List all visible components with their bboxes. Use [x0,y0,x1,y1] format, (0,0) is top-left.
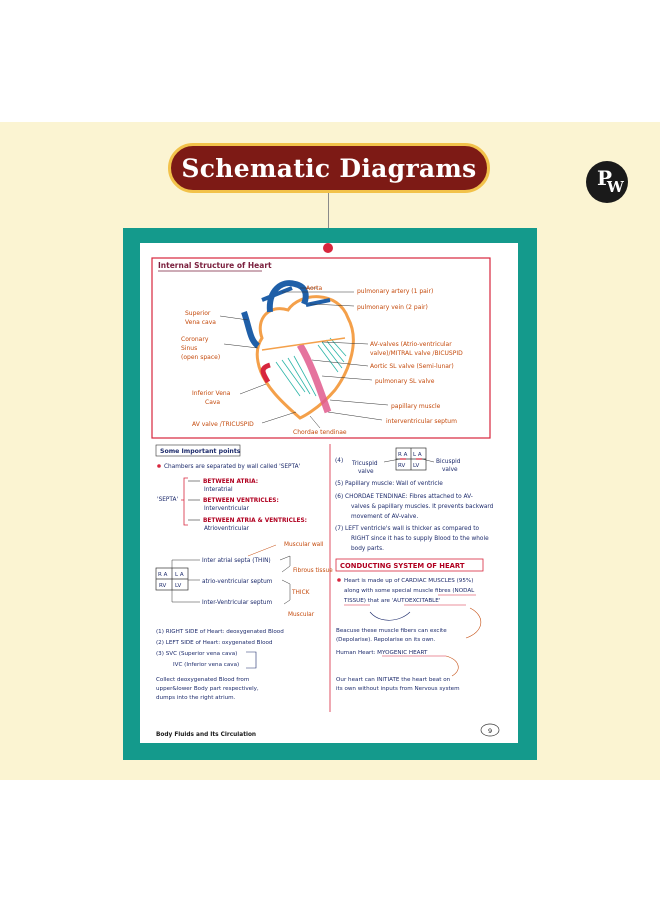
curve-arrow-right [466,608,481,638]
point-7-line-3: body parts. [351,546,384,552]
point-4-number: (4) [335,458,344,464]
because-line-2: (Depolarise). Repolarise on its own. [336,637,436,643]
chapter-footer: Body Fluids and Its Circulation [156,732,257,738]
label-aortic-sl: Aortic SL valve (Semi-lunar) [370,363,454,370]
page-number: 9 [488,727,493,735]
label-pulmonary-vein: pulmonary vein (2 pair) [357,304,428,311]
label-coronary-2: Sinus [181,345,198,352]
initiate-line-1: Our heart can INITIATE the heart beat on [336,677,451,683]
point-7-line-1: (7) LEFT ventricle's wall is thicker as compared to [335,526,480,532]
between-atria-ventricles: BETWEEN ATRIA & VENTRICLES: [203,518,307,524]
label-chordae: Chordae tendinae [293,429,347,436]
initiate-line-2: its own without inputs from Nervous system [336,686,460,692]
label-superior-1: Superior [185,310,211,317]
point-7-line-2: RIGHT since it has to supply Blood to the whole [351,536,489,542]
grid-right-la: L A [413,452,422,458]
bicuspid-label: Bicuspid [436,459,461,465]
myogenic-arrow [446,656,458,676]
bullet-icon [157,464,161,468]
logo-letter-w: W [607,178,624,196]
label-pulmonary-sl: pulmonary SL valve [375,378,435,385]
collect-2: upper&lower Body part respectively, [156,686,259,692]
between-atria: BETWEEN ATRIA: [203,479,259,485]
label-inferior-1: Inferior Vena [192,390,231,397]
point-5: (5) Papillary muscle: Wall of ventricle [335,481,443,487]
point-1: (1) RIGHT SIDE of Heart: deoxygenated Blood [156,629,284,635]
cs-line-3: TISSUE) that are 'AUTOEXCITABLE' [344,598,441,604]
label-papillary: papillary muscle [391,403,441,410]
grid-left-lv: LV [175,583,182,589]
point-6-line-2: valves & papillary muscles. It prevents backward [351,504,494,510]
interventricular-text: Interventricular [204,506,249,512]
label-av-tricuspid: AV valve /TRICUSPID [192,421,254,428]
autoexcitable-curve [370,612,410,620]
septa-brace [181,478,188,525]
muscular-wall-pointer [248,545,276,556]
collect-3: dumps into the right atrium. [156,695,236,701]
svc-ivc-brace [246,652,256,668]
bullet-icon [337,578,341,582]
atrio-septum: atrio-ventricular septum [202,579,273,585]
between-ventricles: BETWEEN VENTRICLES: [203,498,279,504]
label-superior-2: Vena cava [185,319,216,326]
label-av-valves-2: valve)/MITRAL valve /BICUSPID [370,350,463,357]
cs-line-1: Heart is made up of CARDIAC MUSCLES (95%) [344,578,474,584]
chamber-grid-right [396,448,426,470]
fibrous-tissue: Fibrous tissue [293,568,333,574]
grid-right-ra: R A [398,452,408,458]
superior-vena-cava [244,312,258,346]
ivc-text: IVC (Inferior vena cava) [173,662,240,668]
grid-right-rv: RV [398,463,406,469]
label-coronary-3: (open space) [181,354,221,361]
grid-left-ra: R A [158,572,168,578]
muscular-wall: Muscular wall [284,542,324,548]
important-points-title: Some Important points [160,448,241,455]
muscular-label: Muscular [288,612,315,618]
interatrial: Interatrial [204,487,233,493]
label-coronary-1: Coronary [181,336,209,343]
septa-label: 'SEPTA' [157,497,179,503]
point-6-line-3: movement of AV-valve. [351,514,419,520]
bicuspid-valve-label: valve [442,467,458,473]
grid-right-lv: LV [413,463,420,469]
logo-letter-p: P [597,166,613,190]
label-av-valves-1: AV-valves (Atrio-ventricular [370,341,452,348]
grid-left-rv: RV [159,583,167,589]
point-3: (3) SVC (Superior vena cava) [156,651,238,657]
label-inferior-2: Cava [205,399,221,406]
heart-illustration [244,283,353,418]
because-line-1: Beacuse these muscle fibers can excite [336,628,447,634]
thick-label: THICK [292,590,310,596]
label-aorta: Aorta [306,285,323,292]
diagram-title: Internal Structure of Heart [158,261,272,270]
interatrial-thin: Inter atrial septa (THIN) [202,558,271,564]
label-interventricular: interventricular septum [386,418,457,425]
page-title-text: Schematic Diagrams [181,153,477,183]
chambers-point: Chambers are separated by wall called 'SEPTA' [164,464,301,470]
cs-line-2: along with some special muscle fibres (NODAL [344,588,475,594]
atrioventricular: Atrioventricular [204,526,250,532]
point-2: (2) LEFT SIDE of Heart: oxygenated Blood [156,640,273,646]
collect-1: Collect deoxygenated Blood from [156,677,250,683]
human-heart: Human Heart: MYOGENIC HEART [336,650,428,656]
tricuspid-valve-label: valve [358,469,374,475]
chamber-grid-left [156,568,188,590]
point-6-line-1: (6) CHORDAE TENDINAE: Fibres attached to AV- [335,494,473,500]
label-pulmonary-artery: pulmonary artery (1 pair) [357,288,434,295]
inter-ventricular-septum: Inter-Ventricular septum [202,600,273,606]
conducting-title: CONDUCTING SYSTEM OF HEART [340,562,465,570]
tricuspid-label: Tricuspid [352,461,378,467]
grid-left-la: L A [175,572,184,578]
